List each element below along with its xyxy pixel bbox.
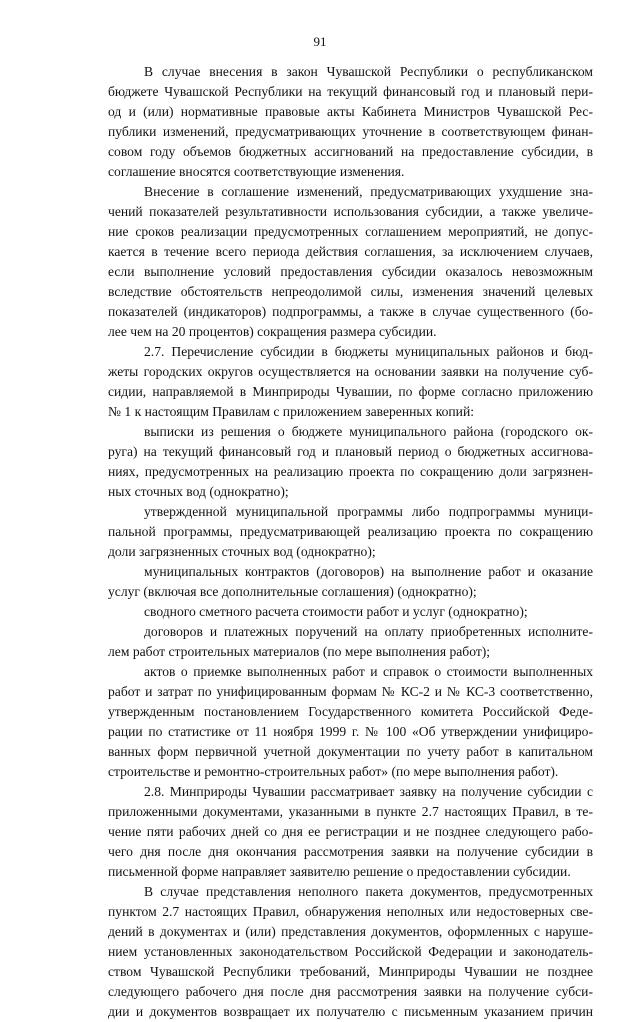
text-line: вследствие обстоятельств непреодолимой силы, изменения значений целевых: [108, 284, 593, 299]
text-line: сводного сметного расчета стоимости работ и услуг (однократно);: [144, 604, 528, 619]
text-line: рации по статистике от 11 ноября 1999 г. № 100 «Об утверждении унифициро-: [108, 724, 593, 739]
text-line: лее чем на 20 процентов) сокращения размера субсидии.: [108, 324, 437, 339]
text-line: услуг (включая все дополнительные соглашения) (однократно);: [108, 584, 477, 599]
text-line: приложенными документами, указанными в пункте 2.7 настоящих Правил, в те-: [108, 804, 593, 819]
text-line: совом году объемов бюджетных ассигнований на предоставление субсидии, в: [108, 144, 593, 159]
text-line: од и (или) нормативные правовые акты Кабинета Министров Чувашской Рес-: [108, 104, 593, 119]
text-line: 2.7. Перечисление субсидии в бюджеты муниципальных районов и бюд-: [144, 344, 593, 359]
text-line: выписки из решения о бюджете муниципального района (городского ок-: [144, 424, 593, 439]
text-line: показателей (индикаторов) подпрограммы, а также в случае существенного (бо-: [108, 304, 593, 319]
text-line: нием установленных законодательством Российской Федерации и законодатель-: [108, 944, 593, 959]
text-line: В случае внесения в закон Чувашской Республики о республиканском: [144, 64, 593, 79]
text-line: дений в документах и (или) представления документов, оформленных с наруше-: [108, 924, 593, 939]
text-line: ниях, предусмотренных на реализацию проекта по сокращению доли загрязнен-: [108, 464, 593, 479]
text-line: ных сточных вод (однократно);: [108, 484, 289, 499]
text-line: бюджете Чувашской Республики на текущий финансовый год и плановый пери-: [108, 84, 593, 99]
text-line: утвержденной муниципальной программы либо подпрограммы муници-: [144, 504, 593, 519]
text-line: пунктом 2.7 настоящих Правил, обнаружения неполных или недостоверных све-: [108, 904, 593, 919]
text-line: строительстве и ремонтно-строительных работ» (по мере выполнения работ).: [108, 764, 559, 779]
text-line: актов о приемке выполненных работ и справок о стоимости выполненных: [144, 664, 593, 679]
text-line: руга) на текущий финансовый год и плановый период о бюджетных ассигнова-: [108, 444, 593, 459]
text-line: сидии, направляемой в Минприроды Чувашии, по форме согласно приложению: [108, 384, 593, 399]
text-line: доли загрязненных сточных вод (однократно);: [108, 544, 376, 559]
text-line: чего дня после дня окончания рассмотрения заявки на получение субсидии в: [108, 844, 593, 859]
text-line: пальной программы, предусматривающей реализацию проекта по сокращению: [108, 524, 593, 539]
text-line: договоров и платежных поручений на оплату приобретенных исполните-: [144, 624, 593, 639]
text-line: ние сроков реализации предусмотренных соглашением мероприятий, не допус-: [108, 224, 593, 239]
text-line: ванных форм первичной учетной документации по учету работ в капитальном: [108, 744, 593, 759]
document-body: [108, 62, 593, 1022]
text-line: В случае представления неполного пакета документов, предусмотренных: [144, 884, 593, 899]
page-number: 91: [313, 34, 327, 49]
text-line: дии и документов возвращает их получателю с письменным указанием причин: [108, 1004, 593, 1019]
text-line: соглашение вносятся соответствующие изменения.: [108, 164, 405, 179]
text-line: следующего рабочего дня после дня рассмотрения заявки на получение субси-: [108, 984, 593, 999]
text-line: 2.8. Минприроды Чувашии рассматривает заявку на получение субсидии с: [144, 784, 593, 799]
text-line: лем работ строительных материалов (по мере выполнения работ);: [108, 644, 491, 659]
text-line: ством Чувашской Республики требований, Минприроды Чувашии не позднее: [108, 964, 593, 979]
text-line: публики изменений, предусматривающих уточнение в соответствующем финан-: [108, 124, 593, 139]
text-line: чение пяти рабочих дней со дня ее регистрации и не позднее следующего рабо-: [108, 824, 593, 839]
text-line: если выполнение условий предоставления субсидии оказалось невозможным: [108, 264, 593, 279]
text-line: кается в течение всего периода действия соглашения, за исключением случаев,: [108, 244, 593, 259]
text-line: муниципальных контрактов (договоров) на выполнение работ и оказание: [144, 564, 593, 579]
text-line: письменной форме направляет заявителю решение о предоставлении субсидии.: [108, 864, 571, 879]
text-line: чений показателей результативности использования субсидии, а также увеличе-: [108, 204, 593, 219]
text-line: утвержденным постановлением Государственного комитета Российской Феде-: [108, 704, 593, 719]
text-line: Внесение в соглашение изменений, предусматривающих ухудшение зна-: [144, 184, 593, 199]
text-line: № 1 к настоящим Правилам с приложением заверенных копий:: [108, 404, 475, 419]
text-line: работ и затрат по унифицированным формам № КС-2 и № КС-3 соответственно,: [108, 684, 593, 699]
text-line: жеты городских округов осуществляется на основании заявки на получение суб-: [108, 364, 593, 379]
